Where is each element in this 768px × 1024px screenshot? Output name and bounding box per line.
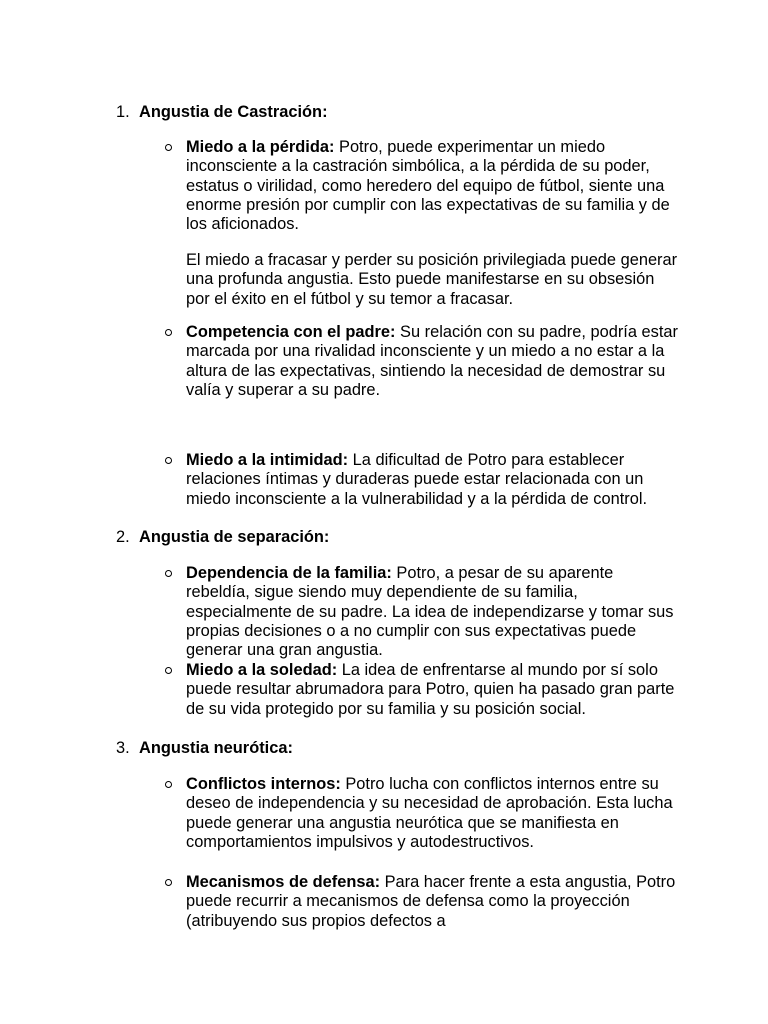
section-title: Angustia neurótica: <box>139 739 293 757</box>
list-item <box>186 873 678 931</box>
section-title: Angustia de separación: <box>139 528 330 546</box>
list-paragraph <box>186 251 678 309</box>
item-text: Potro, puede experimentar un miedo inconsciente a la castración simbólica, a la pérdida de su poder, estatus o virilidad, como heredero del equipo de fútbol, siente una enorme presión por cumplir con las expectativas de su familia y de los aficionados. <box>186 138 670 234</box>
hollow-bullet-icon <box>162 138 174 157</box>
hollow-bullet-icon <box>162 564 174 583</box>
section-number: 1. <box>116 103 130 121</box>
item-lead: Miedo a la intimidad: <box>186 451 349 469</box>
list-item <box>186 323 678 400</box>
item-text: La dificultad de Potro para establecer relaciones íntimas y duraderas puede estar relacionada con un miedo inconsciente a la vulnerabilidad y a la pérdida de control. <box>186 451 648 508</box>
item-lead: Competencia con el padre: <box>186 323 396 341</box>
hollow-bullet-icon <box>162 775 174 794</box>
item-lead: Dependencia de la familia: <box>186 564 392 582</box>
item-lead: Mecanismos de defensa: <box>186 873 381 891</box>
list-item <box>186 564 678 660</box>
section-heading <box>116 739 293 759</box>
hollow-bullet-icon <box>162 661 174 680</box>
list-item <box>186 451 678 509</box>
item-text: Su relación con su padre, podría estar marcada por una rivalidad inconsciente y un miedo a no estar a la altura de las expectativas, sintiendo la necesidad de demostrar su valía y superar a su padre. <box>186 323 678 399</box>
hollow-bullet-icon <box>162 323 174 342</box>
list-item <box>186 661 678 719</box>
item-text: La idea de enfrentarse al mundo por sí solo puede resultar abrumadora para Potro, quien ha pasado gran parte de su vida protegido por su familia y su posición social. <box>186 661 675 718</box>
hollow-bullet-icon <box>162 451 174 470</box>
paragraph-text: El miedo a fracasar y perder su posición privilegiada puede generar una profunda angustia. Esto puede manifestarse en su obsesión por el éxito en el fútbol y su temor a fracasar. <box>186 251 678 308</box>
item-lead: Miedo a la pérdida: <box>186 138 335 156</box>
list-item <box>186 138 678 234</box>
section-heading <box>116 528 329 548</box>
item-lead: Miedo a la soledad: <box>186 661 338 679</box>
item-text: Para hacer frente a esta angustia, Potro puede recurrir a mecanismos de defensa como la proyección (atribuyendo sus propios defectos a <box>186 873 676 930</box>
item-lead: Conflictos internos: <box>186 775 341 793</box>
item-text: Potro lucha con conflictos internos entre su deseo de independencia y su necesidad de aprobación. Esta lucha puede generar una angustia neurótica que se manifiesta en comportamientos impulsivos y autodestructivos. <box>186 775 673 851</box>
section-number: 3. <box>116 739 130 757</box>
section-heading <box>116 103 328 123</box>
item-text: Potro, a pesar de su aparente rebeldía, sigue siendo muy dependiente de su familia, especialmente de su padre. La idea de independizarse y tomar sus propias decisiones o a no cumplir con sus expectativas puede generar una gran angustia. <box>186 564 674 660</box>
section-title: Angustia de Castración: <box>139 103 328 121</box>
hollow-bullet-icon <box>162 873 174 892</box>
section-number: 2. <box>116 528 130 546</box>
list-item <box>186 775 678 852</box>
